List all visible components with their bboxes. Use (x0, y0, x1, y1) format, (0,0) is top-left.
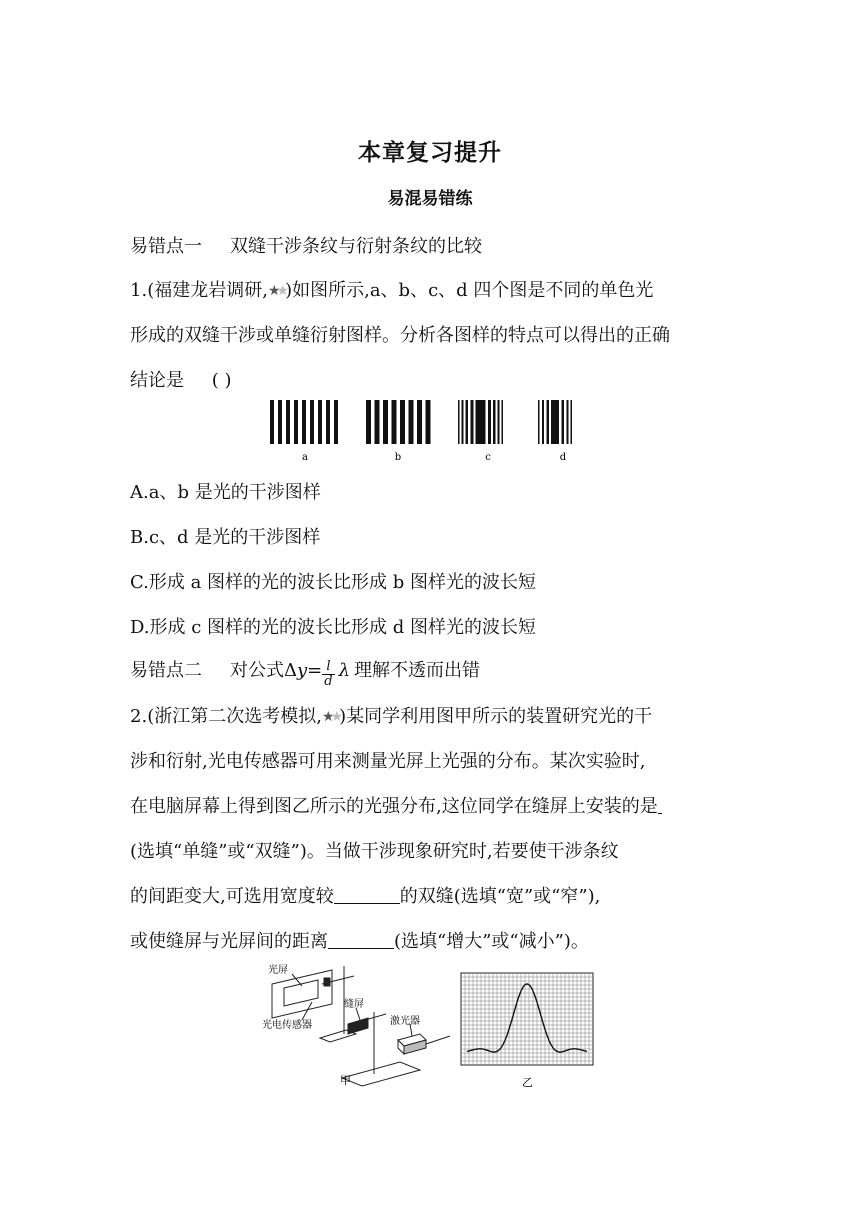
q2-text-6b: (选填“增大”或“减小”)。 (394, 931, 589, 952)
figure-yi-caption: 乙 (522, 1076, 533, 1089)
q1-option-a: A.a、b 是光的干涉图样 (130, 482, 321, 503)
fringe-bar (392, 400, 397, 444)
answer-bracket: ( ) (211, 370, 232, 391)
formula-y: y (297, 660, 308, 681)
q2-text-5a: 的间距变大,可选用宽度较 (130, 886, 334, 907)
q2-line-4: (选填“单缝”或“双缝”)。当做干涉现象研究时,若要使干涉条纹 (130, 841, 619, 862)
fringe-bar (375, 400, 380, 444)
section-two-heading (130, 656, 480, 689)
q1-number: 1. (130, 280, 148, 301)
q2-line-6 (130, 927, 589, 953)
difficulty-star-icon: ★ (321, 709, 331, 725)
blank-slit-type[interactable] (658, 795, 662, 814)
fringe-bar (567, 400, 569, 444)
q2-text-3: 在电脑屏幕上得到图乙所示的光强分布,这位同学在缝屏上安装的是 (130, 796, 658, 817)
q1-option-b: B.c、d 是光的干涉图样 (130, 527, 321, 548)
fringe-bar (400, 400, 405, 444)
pattern-d (538, 400, 572, 444)
q1-option-c: C.形成 a 图样的光的波长比形成 b 图样光的波长短 (130, 572, 536, 593)
q2-text-6a: 或使缝屏与光屏间的距离 (130, 931, 328, 952)
fringe-bar (278, 400, 282, 444)
q2-source: (浙江第二次选考模拟, (147, 706, 322, 727)
section-one-label: 易错点一 (130, 236, 202, 257)
fringe-bar (571, 400, 573, 444)
formula-fraction (322, 660, 334, 689)
pattern-d-label: d (559, 452, 567, 463)
fringe-bar (366, 400, 371, 444)
formula-lambda: λ (338, 660, 351, 681)
section-two-suffix: 理解不透而出错 (354, 660, 481, 681)
q1-line-3 (130, 366, 232, 392)
sensor-block (324, 978, 330, 986)
fringe-bar (502, 400, 504, 444)
q2-line-1 (130, 702, 652, 728)
pattern-a-label: a (302, 452, 308, 463)
section-one-heading (130, 232, 482, 258)
q1-text-1: 如图所示,a、b、c、d 四个图是不同的单色光 (292, 280, 654, 301)
blank-screen-distance[interactable] (328, 930, 394, 949)
fringe-bar (417, 400, 422, 444)
section-two-label: 易错点二 (130, 660, 202, 681)
fringe-bar (383, 400, 388, 444)
label-slit-screen: 缝屏 (344, 999, 364, 1010)
q1-line-1 (130, 276, 653, 302)
pattern-c-label: c (485, 452, 491, 463)
apparatus-figure (262, 962, 452, 1092)
pattern-a (270, 400, 338, 444)
q2-line-2: 涉和衍射,光电传感器可用来测量光屏上光强的分布。某次实验时, (130, 751, 646, 772)
stand-base-2 (342, 1062, 420, 1086)
laser-body (404, 1040, 426, 1054)
fringe-bar (476, 400, 486, 444)
fraction-numerator: l (322, 660, 334, 675)
fringe-bar (310, 400, 314, 444)
fringe-bar (286, 400, 290, 444)
fringe-bar (409, 400, 414, 444)
fringe-bar (302, 400, 306, 444)
q2-line-3 (130, 792, 662, 818)
q1-text-3: 结论是 (130, 370, 184, 391)
fringe-bar (294, 400, 298, 444)
page-title: 本章复习提升 (358, 140, 502, 166)
fringe-bar (334, 400, 338, 444)
pattern-b-label: b (394, 452, 402, 463)
fringe-bar (462, 400, 464, 444)
fringe-bar (562, 400, 565, 444)
fringe-bar (498, 400, 500, 444)
formula-eq: = (307, 660, 323, 681)
fringe-bar (466, 400, 469, 444)
section-one-topic: 双缝干涉条纹与衍射条纹的比较 (230, 236, 482, 257)
label-photo-sensor: 光电传感器 (262, 1020, 312, 1031)
light-screen-window (284, 980, 318, 1006)
q2-text-1: )某同学利用图甲所示的装置研究光的干 (339, 706, 653, 727)
fringe-bar (547, 400, 550, 444)
fringe-bar (488, 400, 491, 444)
page-subtitle: 易混易错练 (387, 189, 473, 209)
difficulty-star-outline-icon: ★ (330, 709, 340, 725)
label-laser: 激光器 (390, 1016, 420, 1027)
q2-text-5b: 的双缝(选填“宽”或“窄”), (399, 886, 601, 907)
q2-number: 2. (130, 706, 148, 727)
q1-source-close: ) (285, 280, 293, 301)
fringe-bar (270, 400, 274, 444)
fringe-bar (326, 400, 330, 444)
fringe-bar (426, 400, 431, 444)
q1-line-2: 形成的双缝干涉或单缝衍射图样。分析各图样的特点可以得出的正确 (130, 325, 670, 346)
blank-slit-width[interactable] (334, 885, 400, 904)
light-screen-board (272, 970, 332, 1018)
fraction-denominator: d (324, 674, 333, 689)
q2-line-5 (130, 882, 600, 908)
fringe-bar (493, 400, 496, 444)
pattern-b (366, 400, 431, 444)
q1-source: (福建龙岩调研, (147, 280, 268, 301)
fringe-bar (318, 400, 322, 444)
intensity-distribution-figure (460, 972, 594, 1092)
fringe-patterns-figure (262, 396, 602, 466)
difficulty-star-outline-icon: ★ (276, 283, 286, 299)
formula-prefix: 对公式Δ (230, 660, 297, 681)
fringe-bar (551, 400, 559, 444)
difficulty-star-icon: ★ (267, 283, 277, 299)
fringe-bar (458, 400, 460, 444)
fringe-bar (471, 400, 474, 444)
figure-jia-caption: 甲 (340, 1074, 351, 1087)
pattern-c (458, 400, 503, 444)
q1-option-d: D.形成 c 图样的光的波长比形成 d 图样光的波长短 (130, 617, 536, 638)
label-light-screen: 光屏 (268, 965, 288, 976)
fringe-bar (542, 400, 544, 444)
fringe-bar (538, 400, 540, 444)
